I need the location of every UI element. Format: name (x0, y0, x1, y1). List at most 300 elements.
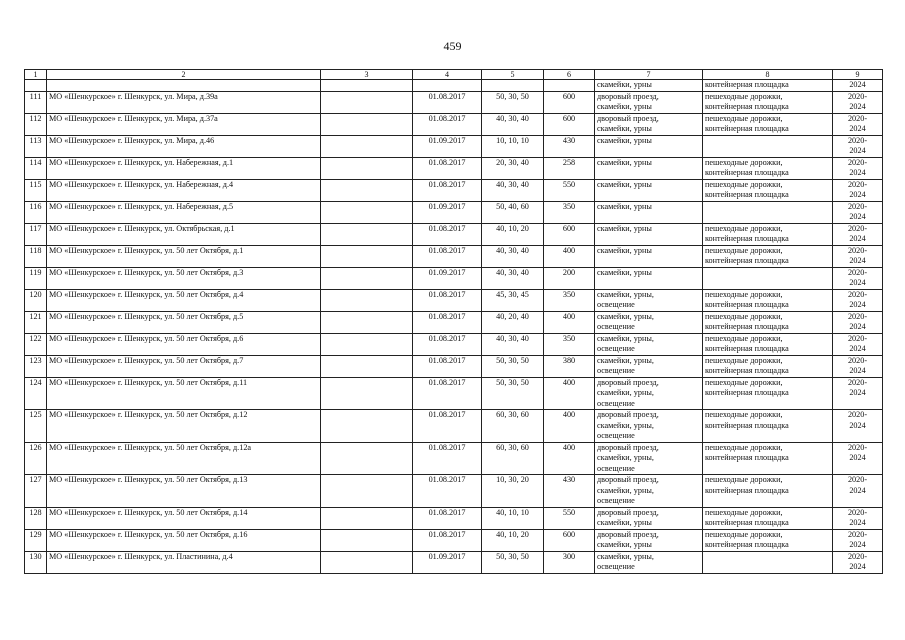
cell-number: 111 (25, 91, 47, 113)
cell-line: контейнерная площадка (705, 540, 789, 549)
column-header-1: 1 (25, 70, 47, 80)
cell-facilities (703, 223, 833, 245)
cell-line: пешеходные дорожки, (705, 442, 783, 452)
cell-dims: 40, 10, 20 (482, 529, 544, 551)
cell-line: пешеходные дорожки, (705, 333, 783, 343)
cell-col3 (321, 311, 413, 333)
column-header-5: 5 (482, 70, 544, 80)
cell-line: скамейки, урны, (597, 333, 654, 343)
cell-line: 2020- (847, 157, 868, 167)
cell-address: МО «Шенкурское» г. Шенкурск, ул. 50 лет Октября, д.7 (47, 355, 321, 377)
cell-col3 (321, 289, 413, 311)
cell-address: МО «Шенкурское» г. Шенкурск, ул. 50 лет Октября, д.4 (47, 289, 321, 311)
cell-address: МО «Шенкурское» г. Шенкурск, ул. 50 лет Октября, д.12а (47, 442, 321, 475)
cell-period (833, 551, 883, 573)
cell-line: скамейки, урны, (597, 355, 654, 365)
cell-period (833, 475, 883, 508)
table-row (25, 267, 883, 289)
cell-date: 01.08.2017 (413, 507, 482, 529)
cell-facilities (703, 113, 833, 135)
cell-facilities (703, 157, 833, 179)
cell-improvements (595, 135, 703, 157)
cell-dims: 50, 30, 50 (482, 355, 544, 377)
cell-dims: 10, 10, 10 (482, 135, 544, 157)
cell-col3 (321, 355, 413, 377)
cell-line: 2020- (847, 267, 868, 277)
cell-line: скамейки, урны (597, 267, 652, 277)
cell-facilities (703, 245, 833, 267)
cell-area: 400 (544, 410, 595, 443)
cell-dims: 40, 10, 10 (482, 507, 544, 529)
cell-number: 118 (25, 245, 47, 267)
cell-line: скамейки, урны (597, 201, 652, 211)
cell-line: контейнерная площадка (705, 485, 789, 495)
cell-dims: 60, 30, 60 (482, 410, 544, 443)
cell-date: 01.09.2017 (413, 267, 482, 289)
cell-facilities (703, 442, 833, 475)
cell-facilities (703, 201, 833, 223)
cell-number: 113 (25, 135, 47, 157)
cell-area: 350 (544, 201, 595, 223)
cell-line: 2024 (849, 540, 866, 549)
column-header-2: 2 (47, 70, 321, 80)
cell-improvements (595, 113, 703, 135)
cell-col3 (321, 410, 413, 443)
cell-line: 2024 (849, 124, 866, 133)
cell-improvements (595, 333, 703, 355)
cell-line: освещение (597, 463, 635, 473)
cell-col3 (321, 80, 413, 92)
cell-area: 380 (544, 355, 595, 377)
cell-line: 2024 (849, 278, 866, 287)
cell-line: 2024 (849, 168, 866, 177)
cell-line: 2020- (847, 223, 868, 233)
table-row (25, 442, 883, 475)
cell-address: МО «Шенкурское» г. Шенкурск, ул. 50 лет Октября, д.5 (47, 311, 321, 333)
cell-area: 400 (544, 377, 595, 410)
cell-dims: 20, 30, 40 (482, 157, 544, 179)
cell-area: 550 (544, 507, 595, 529)
cell-date: 01.09.2017 (413, 201, 482, 223)
cell-period (833, 179, 883, 201)
cell-area: 400 (544, 245, 595, 267)
cell-address: МО «Шенкурское» г. Шенкурск, ул. Набережная, д.4 (47, 179, 321, 201)
cell-address: МО «Шенкурское» г. Шенкурск, ул. 50 лет Октября, д.16 (47, 529, 321, 551)
column-number-row (25, 70, 883, 80)
cell-line: 2024 (849, 562, 866, 571)
cell-date: 01.08.2017 (413, 377, 482, 410)
cell-date: 01.08.2017 (413, 91, 482, 113)
cell-line: скамейки, урны (597, 80, 652, 89)
cell-facilities (703, 311, 833, 333)
cell-line: скамейки, урны, (597, 453, 654, 462)
cell-line: пешеходные дорожки, (705, 179, 783, 189)
cell-line: контейнерная площадка (705, 344, 789, 353)
cell-address: МО «Шенкурское» г. Шенкурск, ул. Мира, д.46 (47, 135, 321, 157)
table-row (25, 179, 883, 201)
cell-improvements (595, 551, 703, 573)
cell-number: 124 (25, 377, 47, 410)
cell-dims: 40, 30, 40 (482, 267, 544, 289)
cell-period (833, 157, 883, 179)
cell-period (833, 201, 883, 223)
cell-line: пешеходные дорожки, (705, 410, 783, 419)
cell-line: пешеходные дорожки, (705, 245, 783, 255)
cell-facilities (703, 289, 833, 311)
cell-line: скамейки, урны (597, 223, 652, 233)
cell-date: 01.08.2017 (413, 475, 482, 508)
table-row (25, 507, 883, 529)
cell-improvements (595, 80, 703, 92)
cell-number: 122 (25, 333, 47, 355)
cell-dims (482, 80, 544, 92)
table-row (25, 410, 883, 443)
cell-period (833, 507, 883, 529)
cell-line: контейнерная площадка (705, 256, 789, 265)
cell-line: контейнерная площадка (705, 388, 789, 397)
cell-col3 (321, 475, 413, 508)
cell-line: освещение (597, 300, 635, 309)
cell-number: 119 (25, 267, 47, 289)
table-row (25, 91, 883, 113)
cell-date: 01.08.2017 (413, 157, 482, 179)
cell-area: 400 (544, 311, 595, 333)
cell-col3 (321, 245, 413, 267)
column-header-9: 9 (833, 70, 883, 80)
cell-line: 2020- (847, 410, 868, 419)
cell-line: пешеходные дорожки, (705, 223, 783, 233)
table-row (25, 355, 883, 377)
cell-line: скамейки, урны (597, 179, 652, 189)
cell-line: 2024 (849, 420, 866, 430)
cell-line: скамейки, урны (597, 124, 652, 133)
cell-dims: 40, 20, 40 (482, 311, 544, 333)
cell-date: 01.08.2017 (413, 311, 482, 333)
cell-number: 112 (25, 113, 47, 135)
column-header-3: 3 (321, 70, 413, 80)
cell-col3 (321, 267, 413, 289)
cell-line: скамейки, урны (597, 245, 652, 255)
cell-area: 600 (544, 91, 595, 113)
cell-line: пешеходные дорожки, (705, 529, 783, 539)
page-number: 459 (443, 39, 462, 53)
cell-col3 (321, 333, 413, 355)
cell-number: 114 (25, 157, 47, 179)
cell-line: контейнерная площадка (705, 80, 789, 89)
cell-line: 2020- (847, 311, 868, 321)
cell-line: скамейки, урны, (597, 485, 654, 495)
cell-area (544, 80, 595, 92)
cell-improvements (595, 91, 703, 113)
cell-period (833, 80, 883, 92)
cell-line: пешеходные дорожки, (705, 355, 783, 365)
cell-line: дворовый проезд, (597, 529, 659, 539)
cell-address: МО «Шенкурское» г. Шенкурск, ул. 50 лет Октября, д.14 (47, 507, 321, 529)
cell-line: скамейки, урны (597, 102, 652, 111)
cell-period (833, 223, 883, 245)
table-row (25, 529, 883, 551)
cell-line: пешеходные дорожки, (705, 157, 783, 167)
cell-period (833, 529, 883, 551)
cell-line: дворовый проезд, (597, 475, 659, 484)
cell-line: пешеходные дорожки, (705, 507, 783, 517)
cell-improvements (595, 507, 703, 529)
cell-facilities (703, 475, 833, 508)
continuation-row (25, 80, 883, 92)
cell-area: 300 (544, 551, 595, 573)
cell-line: дворовый проезд, (597, 377, 659, 387)
cell-line: освещение (597, 562, 635, 571)
cell-improvements (595, 201, 703, 223)
cell-period (833, 245, 883, 267)
cell-facilities (703, 377, 833, 410)
cell-address: МО «Шенкурское» г. Шенкурск, ул. 50 лет Октября, д.12 (47, 410, 321, 443)
cell-improvements (595, 223, 703, 245)
cell-improvements (595, 355, 703, 377)
cell-facilities (703, 529, 833, 551)
cell-area: 600 (544, 529, 595, 551)
cell-dims: 50, 40, 60 (482, 201, 544, 223)
cell-address: МО «Шенкурское» г. Шенкурск, ул. 50 лет Октября, д.1 (47, 245, 321, 267)
cell-dims: 40, 30, 40 (482, 333, 544, 355)
cell-col3 (321, 377, 413, 410)
cell-line: освещение (597, 322, 635, 331)
cell-facilities (703, 551, 833, 573)
cell-line: 2024 (849, 212, 866, 221)
cell-number: 128 (25, 507, 47, 529)
cell-line: скамейки, урны (597, 540, 652, 549)
cell-date: 01.08.2017 (413, 410, 482, 443)
cell-area: 600 (544, 223, 595, 245)
cell-dims: 40, 30, 40 (482, 245, 544, 267)
cell-number: 116 (25, 201, 47, 223)
cell-date: 01.09.2017 (413, 135, 482, 157)
cell-improvements (595, 377, 703, 410)
cell-line: освещение (597, 344, 635, 353)
cell-period (833, 91, 883, 113)
cell-period (833, 442, 883, 475)
cell-number: 126 (25, 442, 47, 475)
cell-area: 258 (544, 157, 595, 179)
cell-line: пешеходные дорожки, (705, 289, 783, 299)
cell-facilities (703, 333, 833, 355)
cell-line: 2020- (847, 179, 868, 189)
table-row (25, 113, 883, 135)
cell-area: 200 (544, 267, 595, 289)
cell-line: скамейки, урны (597, 157, 652, 167)
cell-col3 (321, 157, 413, 179)
table-row (25, 245, 883, 267)
cell-line: 2024 (849, 388, 866, 397)
cell-address: МО «Шенкурское» г. Шенкурск, ул. Набережная, д.5 (47, 201, 321, 223)
cell-line: 2024 (849, 518, 866, 527)
cell-line: пешеходные дорожки, (705, 377, 783, 387)
cell-line: 2024 (849, 300, 866, 309)
cell-col3 (321, 551, 413, 573)
cell-line: 2024 (849, 102, 866, 111)
cell-line: освещение (597, 496, 635, 505)
cell-date: 01.08.2017 (413, 355, 482, 377)
cell-dims: 50, 30, 50 (482, 377, 544, 410)
cell-improvements (595, 529, 703, 551)
cell-line: скамейки, урны, (597, 388, 654, 397)
cell-line: дворовый проезд, (597, 507, 659, 517)
cell-number: 117 (25, 223, 47, 245)
cell-line: 2020- (847, 289, 868, 299)
cell-period (833, 333, 883, 355)
cell-line: скамейки, урны (597, 518, 652, 527)
cell-col3 (321, 201, 413, 223)
cell-line: 2020- (847, 135, 868, 145)
cell-date: 01.08.2017 (413, 245, 482, 267)
cell-line: 2020- (847, 377, 868, 387)
cell-line: контейнерная площадка (705, 168, 789, 177)
cell-line: дворовый проезд, (597, 410, 659, 419)
cell-line: 2020- (847, 442, 868, 452)
cell-address: МО «Шенкурское» г. Шенкурск, ул. 50 лет Октября, д.6 (47, 333, 321, 355)
cell-improvements (595, 311, 703, 333)
cell-line: контейнерная площадка (705, 518, 789, 527)
table-row (25, 311, 883, 333)
cell-address (47, 80, 321, 92)
cell-area: 600 (544, 113, 595, 135)
cell-date: 01.08.2017 (413, 289, 482, 311)
cell-line: скамейки, урны (597, 135, 652, 145)
cell-line: скамейки, урны, (597, 420, 654, 430)
cell-col3 (321, 223, 413, 245)
cell-number: 120 (25, 289, 47, 311)
cell-number: 129 (25, 529, 47, 551)
cell-line: 2020- (847, 551, 868, 561)
cell-line: 2024 (849, 190, 866, 199)
cell-col3 (321, 179, 413, 201)
cell-improvements (595, 179, 703, 201)
table-row (25, 201, 883, 223)
cell-line: 2024 (849, 234, 866, 243)
cell-address: МО «Шенкурское» г. Шенкурск, ул. Мира, д.39а (47, 91, 321, 113)
cell-address: МО «Шенкурское» г. Шенкурск, ул. Пластинина, д.4 (47, 551, 321, 573)
cell-col3 (321, 113, 413, 135)
cell-line: пешеходные дорожки, (705, 113, 783, 123)
cell-area: 350 (544, 289, 595, 311)
cell-period (833, 289, 883, 311)
cell-line: контейнерная площадка (705, 453, 789, 462)
cell-improvements (595, 245, 703, 267)
cell-address: МО «Шенкурское» г. Шенкурск, ул. Набережная, д.1 (47, 157, 321, 179)
table-row (25, 475, 883, 508)
cell-improvements (595, 442, 703, 475)
cell-line: контейнерная площадка (705, 300, 789, 309)
cell-facilities (703, 355, 833, 377)
cell-line: 2020- (847, 475, 868, 484)
table-row (25, 157, 883, 179)
cell-line: 2020- (847, 529, 868, 539)
cell-facilities (703, 507, 833, 529)
cell-line: дворовый проезд, (597, 442, 659, 452)
register-table (24, 69, 883, 574)
cell-line: 2024 (849, 256, 866, 265)
cell-number: 121 (25, 311, 47, 333)
cell-line: 2024 (849, 485, 866, 495)
cell-area: 550 (544, 179, 595, 201)
cell-line: 2024 (849, 322, 866, 331)
cell-line: контейнерная площадка (705, 234, 789, 243)
column-header-6: 6 (544, 70, 595, 80)
cell-facilities (703, 410, 833, 443)
cell-period (833, 135, 883, 157)
cell-line: освещение (597, 366, 635, 375)
cell-date: 01.08.2017 (413, 529, 482, 551)
cell-dims: 40, 10, 20 (482, 223, 544, 245)
cell-date: 01.08.2017 (413, 113, 482, 135)
cell-address: МО «Шенкурское» г. Шенкурск, ул. Октябрьская, д.1 (47, 223, 321, 245)
cell-col3 (321, 529, 413, 551)
cell-dims: 10, 30, 20 (482, 475, 544, 508)
cell-facilities (703, 135, 833, 157)
cell-line: контейнерная площадка (705, 102, 789, 111)
cell-improvements (595, 289, 703, 311)
cell-date (413, 80, 482, 92)
cell-line: освещение (597, 398, 635, 408)
cell-number: 127 (25, 475, 47, 508)
cell-improvements (595, 410, 703, 443)
cell-line: 2020- (847, 507, 868, 517)
table-row (25, 223, 883, 245)
cell-line: скамейки, урны, (597, 289, 654, 299)
cell-address: МО «Шенкурское» г. Шенкурск, ул. 50 лет Октября, д.11 (47, 377, 321, 410)
cell-line: пешеходные дорожки, (705, 311, 783, 321)
table-row (25, 377, 883, 410)
cell-line: дворовый проезд, (597, 91, 659, 101)
cell-dims: 50, 30, 50 (482, 551, 544, 573)
cell-dims: 40, 30, 40 (482, 113, 544, 135)
cell-line: 2020- (847, 245, 868, 255)
cell-line: 2020- (847, 201, 868, 211)
cell-improvements (595, 475, 703, 508)
cell-area: 430 (544, 135, 595, 157)
column-header-8: 8 (703, 70, 833, 80)
cell-address: МО «Шенкурское» г. Шенкурск, ул. Мира, д.37а (47, 113, 321, 135)
cell-number: 125 (25, 410, 47, 443)
cell-period (833, 113, 883, 135)
cell-line: дворовый проезд, (597, 113, 659, 123)
cell-facilities (703, 267, 833, 289)
cell-period (833, 311, 883, 333)
cell-period (833, 355, 883, 377)
cell-col3 (321, 507, 413, 529)
table-row (25, 333, 883, 355)
cell-line: 2020- (847, 113, 868, 123)
cell-number (25, 80, 47, 92)
cell-date: 01.08.2017 (413, 223, 482, 245)
cell-date: 01.08.2017 (413, 333, 482, 355)
cell-line: контейнерная площадка (705, 420, 789, 430)
cell-period (833, 267, 883, 289)
cell-facilities (703, 91, 833, 113)
table-row (25, 551, 883, 573)
cell-line: 2020- (847, 333, 868, 343)
cell-col3 (321, 135, 413, 157)
column-header-7: 7 (595, 70, 703, 80)
cell-line: 2024 (849, 146, 866, 155)
cell-date: 01.08.2017 (413, 442, 482, 475)
cell-line: 2024 (849, 366, 866, 375)
column-header-4: 4 (413, 70, 482, 80)
cell-line: 2020- (847, 355, 868, 365)
cell-col3 (321, 91, 413, 113)
cell-period (833, 377, 883, 410)
cell-line: 2024 (849, 453, 866, 462)
